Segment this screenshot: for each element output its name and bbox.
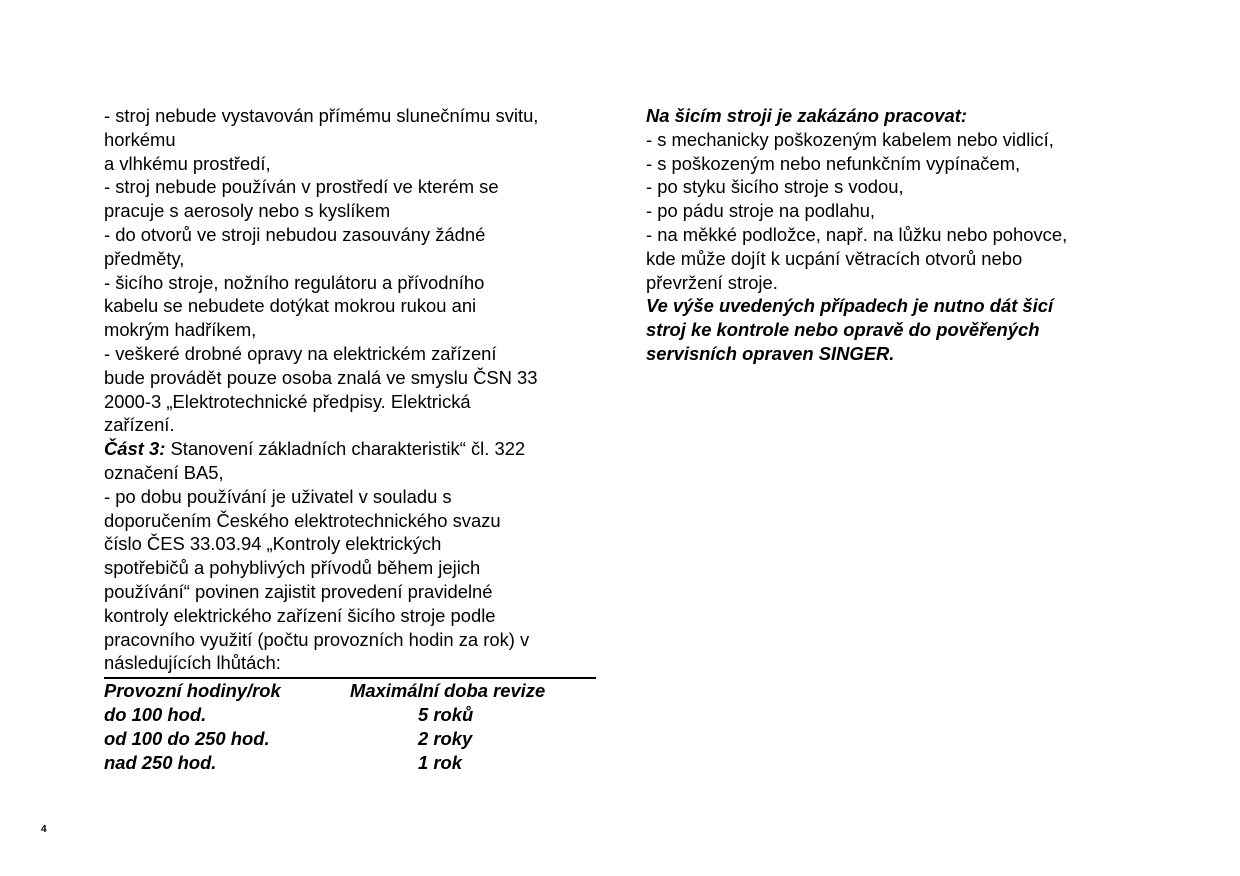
header-interval: Maximální doba revize [350, 680, 546, 702]
text-line: kde může dojít k ucpání větracích otvorů nebo [646, 247, 1023, 269]
text-line: číslo ČES 33.03.94 „Kontroly elektrických [104, 533, 442, 555]
table-row [104, 751, 596, 775]
text-line: - stroj nebude používán v prostředí ve kterém se [104, 176, 499, 198]
row-interval: 1 rok [418, 751, 462, 773]
text-line: zařízení. [104, 414, 175, 436]
text-line: 2000-3 „Elektrotechnické předpisy. Elektrická [104, 390, 471, 412]
text-line: předměty, [104, 247, 185, 269]
text-line: - po styku šicího stroje s vodou, [646, 176, 904, 198]
prohibition-heading: Na šicím stroji je zakázáno pracovat: [646, 105, 967, 126]
note-line: Ve výše uvedených případech je nutno dát šicí [646, 295, 1054, 317]
row-hours: nad 250 hod. [104, 751, 217, 773]
page-number: 4 [41, 824, 47, 835]
text-line: - na měkké podložce, např. na lůžku nebo pohovce, [646, 223, 1068, 245]
row-hours: od 100 do 250 hod. [104, 727, 270, 749]
left-column [104, 104, 596, 774]
note-line: servisních opraven SINGER. [646, 342, 895, 364]
text-line: - po pádu stroje na podlahu, [646, 200, 876, 222]
table-row [104, 703, 596, 727]
text-line: používání“ povinen zajistit provedení pravidelné [104, 580, 493, 602]
table-row [104, 727, 596, 751]
text-line: pracovního využití (počtu provozních hodin za rok) v [104, 628, 530, 650]
row-interval: 5 roků [418, 703, 474, 725]
header-hours: Provozní hodiny/rok [104, 680, 281, 702]
text-line: mokrým hadříkem, [104, 319, 257, 341]
text-line: - šicího stroje, nožního regulátoru a přívodního [104, 271, 485, 293]
part-3-line [104, 437, 596, 461]
part-text: Stanovení základních charakteristik“ čl. 322 [165, 438, 526, 460]
text-line: a vlhkému prostředí, [104, 152, 271, 174]
note-line: stroj ke kontrole nebo opravě do pověřených [646, 319, 1040, 341]
text-line: označení BA5, [104, 461, 224, 483]
text-line: - veškeré drobné opravy na elektrickém zařízení [104, 342, 497, 364]
text-line: převržení stroje. [646, 271, 778, 293]
text-line: - stroj nebude vystavován přímému slunečnímu svitu, [104, 105, 539, 126]
part-label: Část 3: [104, 438, 166, 460]
revision-table [104, 677, 596, 774]
text-line: spotřebičů a pohyblivých přívodů během jejich [104, 557, 481, 579]
text-line: horkému [104, 128, 176, 150]
text-line: - po dobu používání je uživatel v souladu s [104, 485, 452, 507]
text-line: kabelu se nebudete dotýkat mokrou rukou ani [104, 295, 477, 317]
text-line: - do otvorů ve stroji nebudou zasouvány žádné [104, 223, 486, 245]
text-line: následujících lhůtách: [104, 652, 281, 674]
row-interval: 2 roky [418, 727, 473, 749]
text-line: - s poškozeným nebo nefunkčním vypínačem, [646, 152, 1021, 174]
table-header-row [104, 678, 596, 703]
text-line: pracuje s aerosoly nebo s kyslíkem [104, 200, 391, 222]
text-line: bude provádět pouze osoba znalá ve smyslu ČSN 33 [104, 366, 538, 388]
text-line: kontroly elektrického zařízení šicího stroje podle [104, 604, 496, 626]
left-paragraph-1 [104, 104, 596, 675]
right-column [646, 104, 1126, 366]
text-line: - s mechanicky poškozeným kabelem nebo vidlicí, [646, 128, 1054, 150]
text-line: doporučením Českého elektrotechnického svazu [104, 509, 501, 531]
row-hours: do 100 hod. [104, 703, 207, 725]
